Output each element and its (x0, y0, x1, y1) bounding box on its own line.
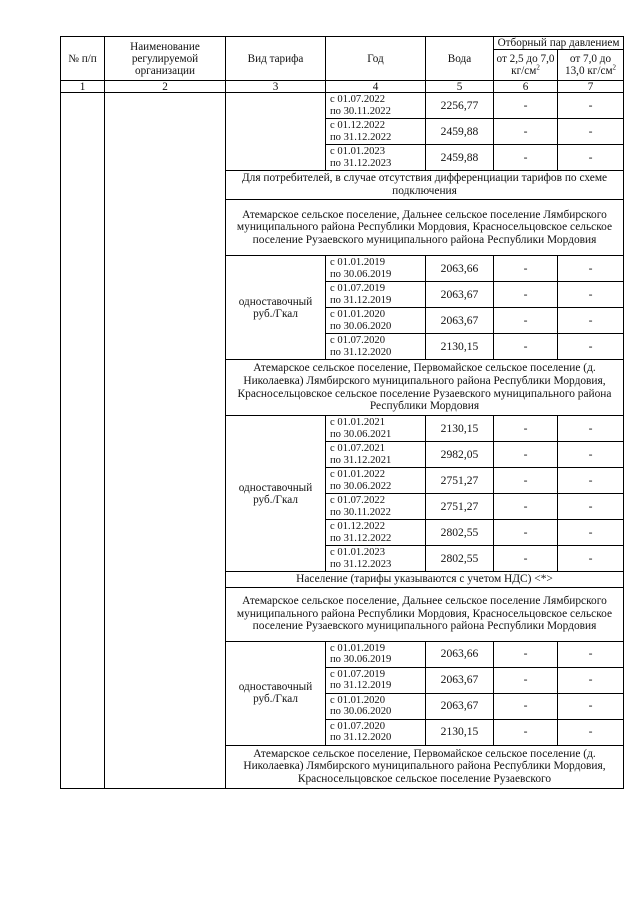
steam-low-value: - (494, 546, 558, 572)
period-cell (326, 468, 426, 494)
section-consumers-text: Для потребителей, в случае отсутствия дифференциации тарифов по схеме подключения (226, 171, 624, 200)
water-value: 2459,88 (426, 145, 494, 171)
tariff-type-cell: одноставочный руб./Гкал (226, 416, 326, 572)
section-population-text: Население (тарифы указываются с учетом НДС) <*> (226, 572, 624, 588)
steam-high-value: - (558, 494, 624, 520)
water-value: 2130,15 (426, 719, 494, 745)
steam-low-value: - (494, 693, 558, 719)
period-cell (326, 256, 426, 282)
header-num: № п/п (61, 37, 105, 81)
period-start: с 01.01.2019 (330, 257, 386, 268)
period-cell (326, 282, 426, 308)
period-cell (326, 119, 426, 145)
steam-high-value: - (558, 468, 624, 494)
period-cell (326, 546, 426, 572)
period-start: с 01.01.2019 (330, 642, 386, 654)
steam-low-value: - (494, 667, 558, 693)
period-start: с 01.01.2020 (330, 694, 386, 706)
period-end: по 31.12.2022 (330, 532, 392, 544)
period-cell (326, 145, 426, 171)
steam-low-value: - (494, 93, 558, 119)
period-end: по 30.06.2020 (330, 706, 392, 718)
steam-low-value: - (494, 282, 558, 308)
period-cell (326, 693, 426, 719)
steam-high-value: - (558, 334, 624, 360)
water-value: 2256,77 (426, 93, 494, 119)
steam-low-value: - (494, 494, 558, 520)
period-start: с 01.01.2021 (330, 417, 386, 428)
period-start: с 01.01.2023 (330, 547, 386, 558)
water-value: 2459,88 (426, 119, 494, 145)
header-steam: Отборный пар давлением (494, 37, 624, 50)
steam-low-value: - (494, 641, 558, 667)
period-end: по 31.12.2022 (330, 131, 392, 143)
steam-low-value: - (494, 256, 558, 282)
period-cell (326, 93, 426, 119)
header-org: Наименование регулируемой организации (105, 37, 226, 81)
period-end: по 30.11.2022 (330, 506, 391, 518)
column-numbers-row (61, 81, 624, 93)
water-value: 2982,05 (426, 442, 494, 468)
period-cell (326, 494, 426, 520)
steam-low-value: - (494, 719, 558, 745)
steam-high-value: - (558, 520, 624, 546)
steam-low-value: - (494, 442, 558, 468)
header-water: Вода (426, 37, 494, 81)
water-value: 2063,67 (426, 308, 494, 334)
period-start: с 01.07.2019 (330, 668, 386, 680)
header-steam-low: от 2,5 до 7,0 $кг/см^2$ (494, 50, 558, 81)
period-end: по 30.06.2019 (330, 268, 392, 280)
district-block-title-text: Атемарское сельское поселение, Дальнее сельское поселение Лямбирского муниципального района Республики Мордовия, Красносельцовское сельское поселение Рузаевского муниципального района Республики Мордовия (226, 200, 624, 256)
steam-low-value: - (494, 416, 558, 442)
tariff-type-cell: одноставочный руб./Гкал (226, 256, 326, 360)
period-end: по 30.06.2020 (330, 320, 392, 332)
steam-low-value: - (494, 145, 558, 171)
steam-high-value: - (558, 693, 624, 719)
period-start: с 01.07.2020 (330, 720, 386, 732)
steam-high-value: - (558, 145, 624, 171)
water-value: 2751,27 (426, 494, 494, 520)
district-block-title-text: Атемарское сельское поселение, Первомайское сельское поселение (д. Николаевка) Лямбирского муниципального района Республики Мордовия, Красносельцовское сельское поселение Рузаевского (226, 745, 624, 788)
period-start: с 01.07.2021 (330, 443, 386, 454)
period-cell (326, 520, 426, 546)
column-number: 3 (226, 81, 326, 93)
column-number: 1 (61, 81, 105, 93)
water-value: 2063,67 (426, 693, 494, 719)
period-start: с 01.12.2022 (330, 521, 386, 532)
period-end: по 31.12.2021 (330, 454, 392, 466)
steam-low-value: - (494, 308, 558, 334)
column-number: 5 (426, 81, 494, 93)
steam-high-value: - (558, 308, 624, 334)
period-cell (326, 334, 426, 360)
district-block-title-text: Атемарское сельское поселение, Первомайское сельское поселение (д. Николаевка) Лямбирского муниципального района Республики Мордовия, Красносельцовское сельское поселение Рузаевского муниципального района Республики Мордовия (226, 360, 624, 416)
water-value: 2130,15 (426, 416, 494, 442)
period-start: с 01.01.2020 (330, 309, 386, 320)
period-cell (326, 719, 426, 745)
period-end: по 30.06.2022 (330, 480, 392, 492)
period-end: по 30.06.2021 (330, 428, 392, 440)
tariff-type-cell (226, 93, 326, 171)
period-start: с 01.01.2022 (330, 469, 386, 480)
steam-low-value: - (494, 520, 558, 546)
header-year: Год (326, 37, 426, 81)
steam-high-value: - (558, 719, 624, 745)
water-value: 2063,67 (426, 667, 494, 693)
header-steam-high: от 7,0 до 13,0 $кг/см^2$ (558, 50, 624, 81)
period-start: с 01.12.2022 (330, 120, 386, 131)
period-start: с 01.01.2023 (330, 146, 386, 157)
period-cell (326, 667, 426, 693)
period-end: по 30.06.2019 (330, 654, 392, 666)
steam-high-value: - (558, 442, 624, 468)
column-number: 2 (105, 81, 226, 93)
period-cell (326, 442, 426, 468)
steam-low-value: - (494, 334, 558, 360)
org-cell (105, 93, 226, 789)
steam-high-value: - (558, 93, 624, 119)
period-end: по 31.12.2023 (330, 558, 392, 570)
period-end: по 31.12.2020 (330, 732, 392, 744)
water-value: 2802,55 (426, 520, 494, 546)
period-cell (326, 308, 426, 334)
column-number: 4 (326, 81, 426, 93)
table-row (61, 93, 624, 119)
water-value: 2130,15 (426, 334, 494, 360)
steam-high-value: - (558, 641, 624, 667)
water-value: 2063,66 (426, 256, 494, 282)
water-value: 2063,66 (426, 641, 494, 667)
column-number: 6 (494, 81, 558, 93)
period-end: по 31.12.2023 (330, 157, 392, 169)
period-start: с 01.07.2020 (330, 335, 386, 346)
steam-high-value: - (558, 282, 624, 308)
period-cell (326, 416, 426, 442)
steam-high-value: - (558, 546, 624, 572)
period-start: с 01.07.2022 (330, 94, 386, 105)
steam-high-value: - (558, 256, 624, 282)
steam-high-value: - (558, 119, 624, 145)
tariff-type-cell: одноставочный руб./Гкал (226, 641, 326, 745)
period-cell (326, 641, 426, 667)
column-number: 7 (558, 81, 624, 93)
num-cell (61, 93, 105, 789)
steam-low-value: - (494, 468, 558, 494)
period-end: по 30.11.2022 (330, 105, 391, 117)
water-value: 2751,27 (426, 468, 494, 494)
period-start: с 01.07.2022 (330, 495, 386, 506)
steam-low-value: - (494, 119, 558, 145)
steam-high-value: - (558, 667, 624, 693)
steam-high-value: - (558, 416, 624, 442)
header-tariff: Вид тарифа (226, 37, 326, 81)
period-end: по 31.12.2019 (330, 680, 392, 692)
district-block-title-text: Атемарское сельское поселение, Дальнее сельское поселение Лямбирского муниципального района Республики Мордовия, Красносельцовское сельское поселение Рузаевского муниципального района Республики Мордовия (226, 587, 624, 641)
water-value: 2063,67 (426, 282, 494, 308)
period-start: с 01.07.2019 (330, 283, 386, 294)
tariff-table (60, 36, 624, 789)
period-end: по 31.12.2020 (330, 346, 392, 358)
period-end: по 31.12.2019 (330, 294, 392, 306)
water-value: 2802,55 (426, 546, 494, 572)
